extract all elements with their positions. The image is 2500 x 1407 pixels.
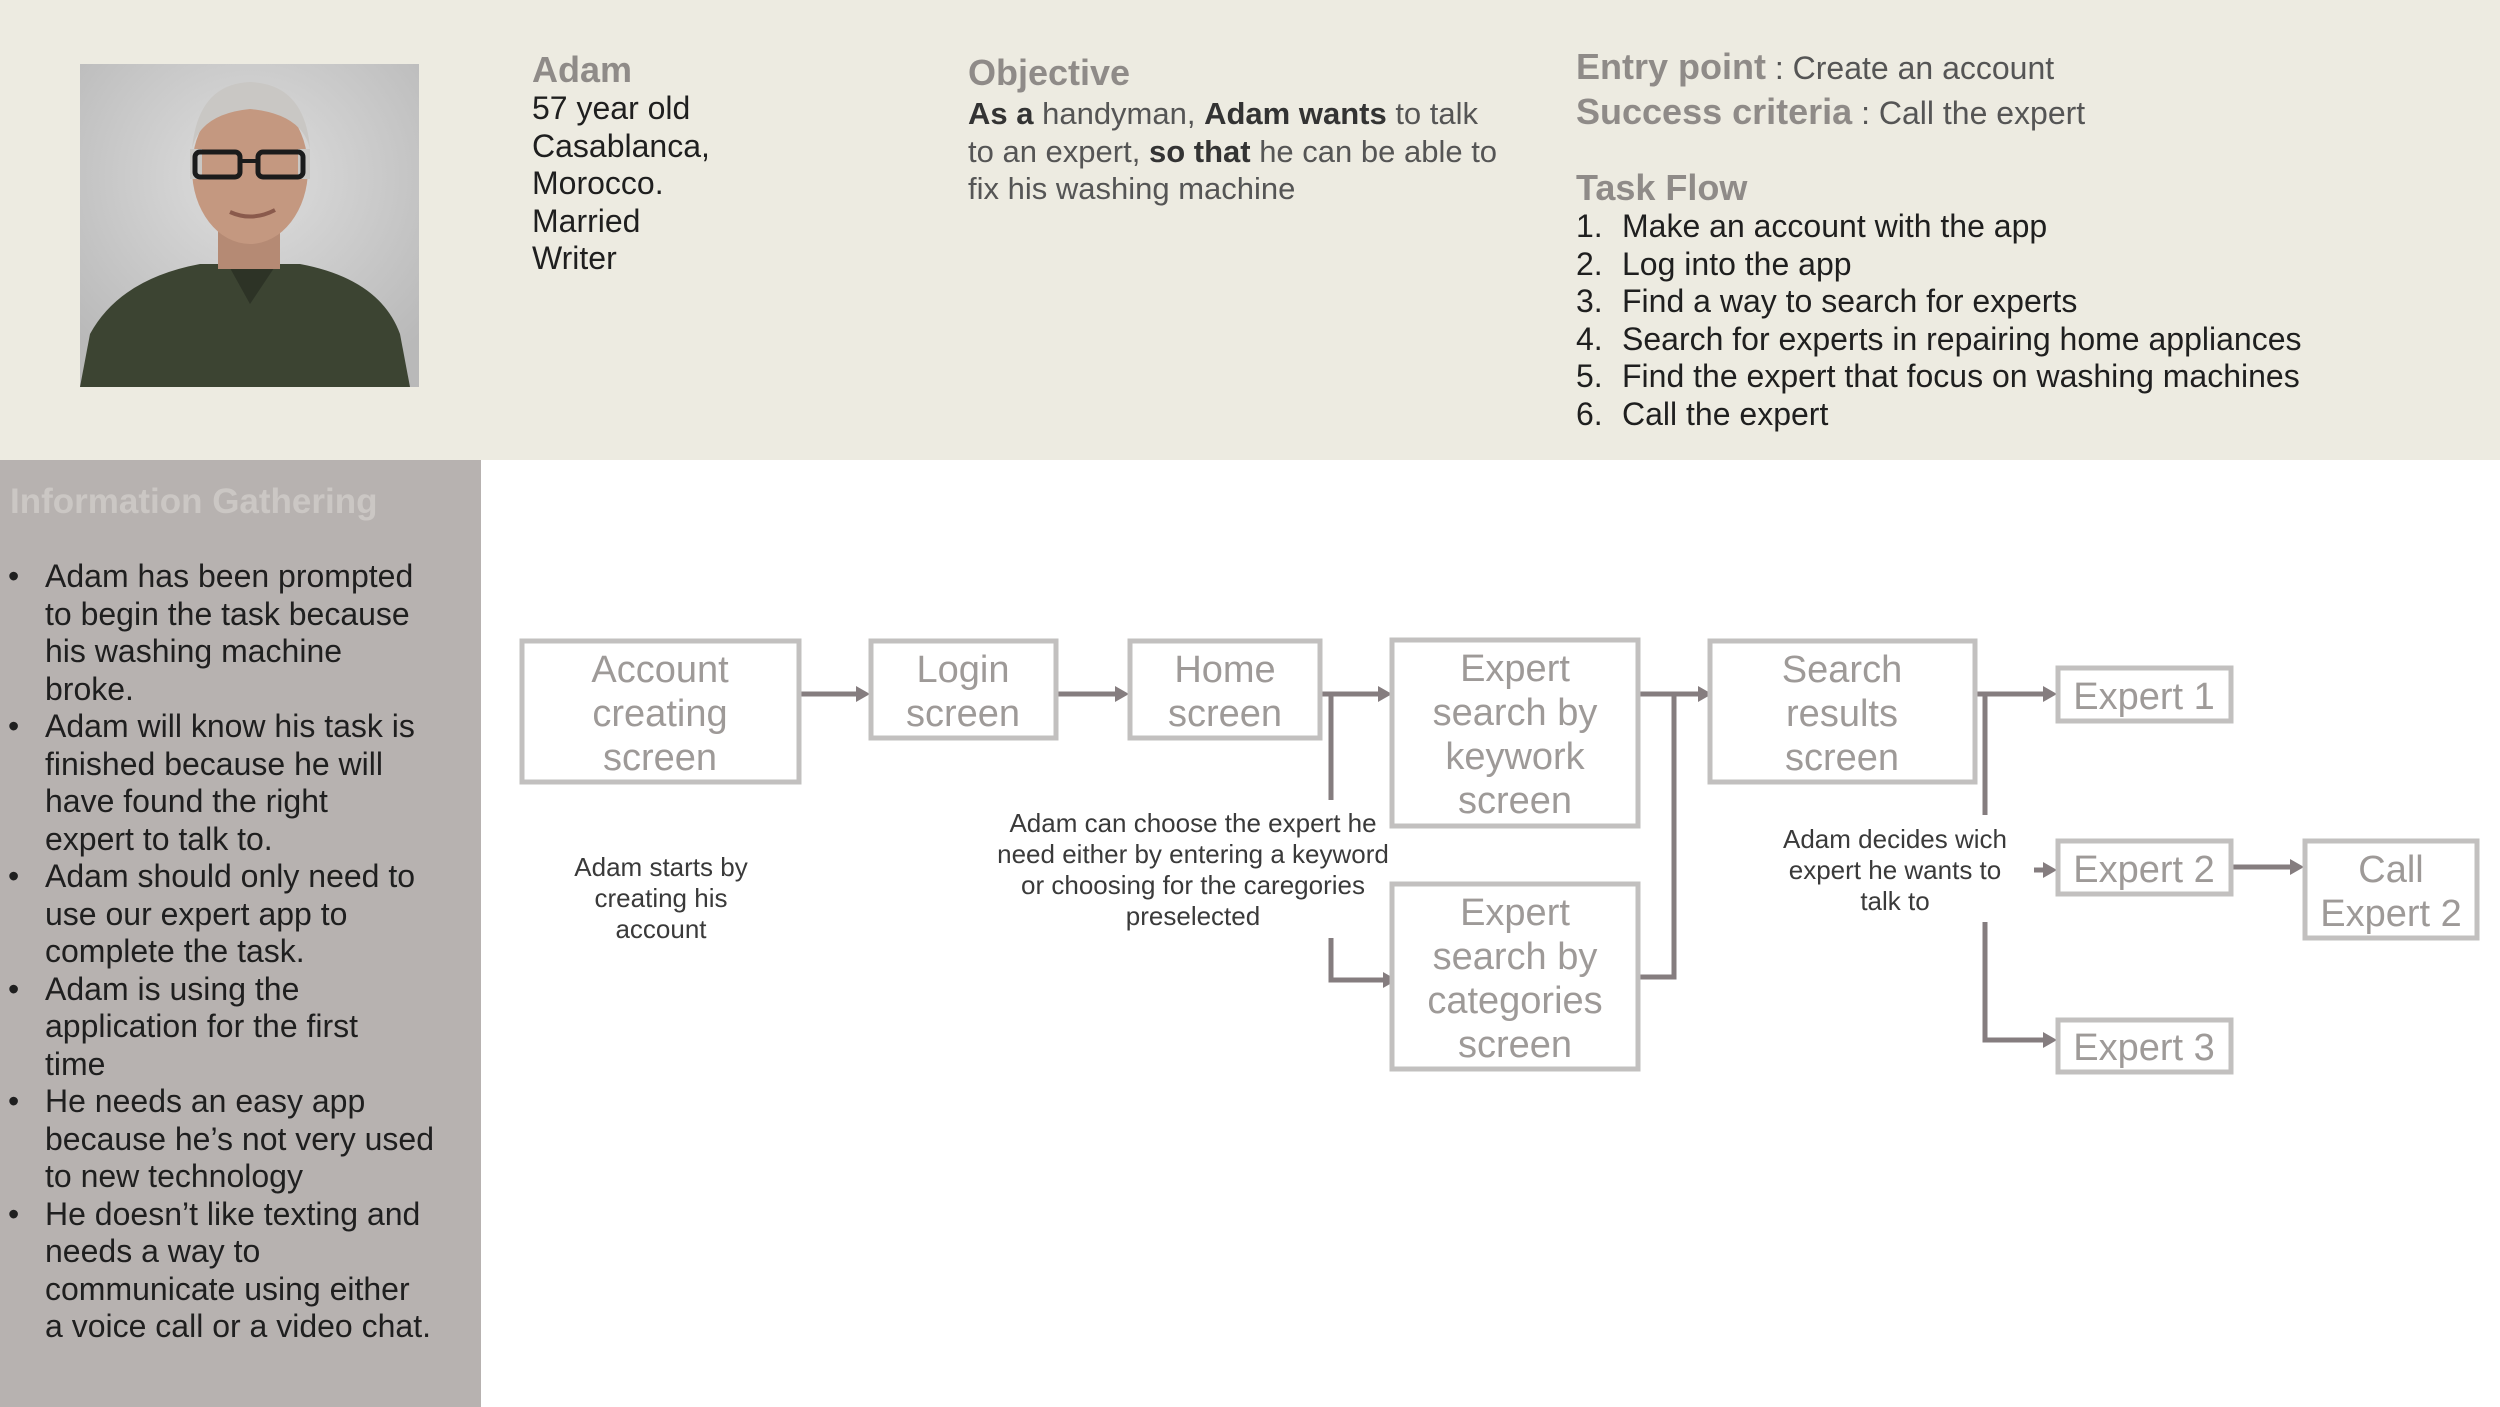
bullet-item: • He needs an easy app because he’s not very used to new technology [8,1083,434,1194]
flow-box-expert-2 [2058,841,2231,894]
arrowhead [2043,862,2057,878]
objective-title: Objective [968,52,1131,93]
arrowhead [2290,859,2304,875]
svg-text:or choosing for the caregories: or choosing for the caregories [1021,870,1365,900]
svg-text:preselected: preselected [1125,901,1261,931]
svg-text:keywork: keywork [1445,736,1585,778]
task-flow-item: 3. Find a way to search for experts [1576,283,2078,319]
task-flow-item: 2. Log into the app [1576,245,1852,282]
persona-name: Adam [532,49,633,90]
flow-box-keyword [1392,640,1638,826]
svg-text:creating his: creating his [594,883,728,913]
svg-text:need either by entering a keyw: need either by entering a keyword [997,839,1389,869]
persona-age: 57 year old [532,90,691,126]
svg-text:search by: search by [1432,936,1598,978]
svg-text:Home: Home [1174,649,1276,691]
persona-city: Casablanca, [532,127,710,164]
svg-text:screen: screen [1457,1024,1573,1066]
flow-box-expert-3 [2058,1020,2231,1072]
svg-text:Expert 2: Expert 2 [2320,893,2462,935]
svg-text:Expert 2: Expert 2 [2073,849,2215,891]
task-flow-item: 1. Make an account with the app [1576,208,2048,244]
connector-results-expert3 [1985,922,2043,1040]
flow-box-results [1710,641,1975,782]
flow-box-expert-1 [2058,668,2231,721]
success-criteria: Success criteria : Call the expert [1576,91,2086,132]
bullet-item: • Adam has been prompted to begin the task because his washing machine broke. [8,558,414,707]
svg-text:screen: screen [1784,737,1900,779]
note-choose-expert [997,808,1389,931]
svg-text:Adam decides wich: Adam decides wich [1783,824,2007,854]
bullet-item: • Adam will know his task is finished because he will have found the right expert to talk to. [8,708,415,857]
arrowhead [2043,1032,2057,1048]
svg-text:Expert 1: Expert 1 [2073,676,2215,718]
flow-box-categories [1392,884,1638,1069]
flow-box-call-expert [2305,841,2477,938]
persona-status: Married [532,202,641,239]
svg-text:Adam starts by: Adam starts by [574,852,748,882]
flow-box-account [522,641,799,782]
arrowhead [2043,686,2057,702]
note-decide-expert [1783,824,2007,916]
task-flow-item: 4. Search for experts in repairing home appliances [1576,320,2302,357]
svg-text:screen: screen [1167,693,1283,735]
entry-point: Entry point : Create an account [1576,46,2055,87]
svg-text:talk to: talk to [1860,886,1930,916]
svg-text:search by: search by [1432,692,1598,734]
objective-text: As a handyman, Adam wants to talk to an expert, so that he can be able to fix his washing machine [968,96,1498,206]
connector-home-categories [1331,938,1385,980]
svg-text:Expert: Expert [1460,892,1570,934]
svg-text:screen: screen [905,693,1021,735]
svg-text:account: account [615,914,707,944]
svg-text:Account: Account [591,649,729,691]
svg-text:categories: categories [1427,980,1603,1022]
bullet-item: • Adam is using the application for the first time [8,970,359,1082]
svg-text:creating: creating [592,693,728,735]
svg-text:screen: screen [602,737,718,779]
svg-text:Login: Login [916,649,1010,691]
flow-box-home [1130,641,1320,738]
svg-text:Search: Search [1781,649,1903,691]
bullet-item: • He doesn’t like texting and needs a way to communicate using either a voice call or a video chat. [8,1195,431,1344]
svg-text:screen: screen [1457,780,1573,822]
arrowhead [1115,686,1129,702]
arrowhead [856,686,870,702]
svg-text:Call: Call [2358,849,2424,891]
note-account [574,852,747,944]
connector-categories-results [1638,694,1674,977]
svg-text:results: results [1786,693,1898,735]
bullet-item: • Adam should only need to use our expert app to complete the task. [8,858,416,969]
svg-text:Adam can choose the expert he: Adam can choose the expert he [1009,808,1377,838]
task-flow-title: Task Flow [1576,167,1748,208]
flow-box-login [871,641,1056,738]
task-flow-item: 5. Find the expert that focus on washing machines [1576,358,2300,394]
persona-occupation: Writer [532,240,617,276]
persona-country: Morocco. [532,165,664,201]
svg-text:Expert 3: Expert 3 [2073,1027,2215,1069]
information-gathering-title: Information Gathering [10,482,378,521]
svg-text:Expert: Expert [1460,648,1570,690]
svg-text:expert he wants to: expert he wants to [1788,855,2002,885]
task-flow-item: 6. Call the expert [1576,395,1829,432]
